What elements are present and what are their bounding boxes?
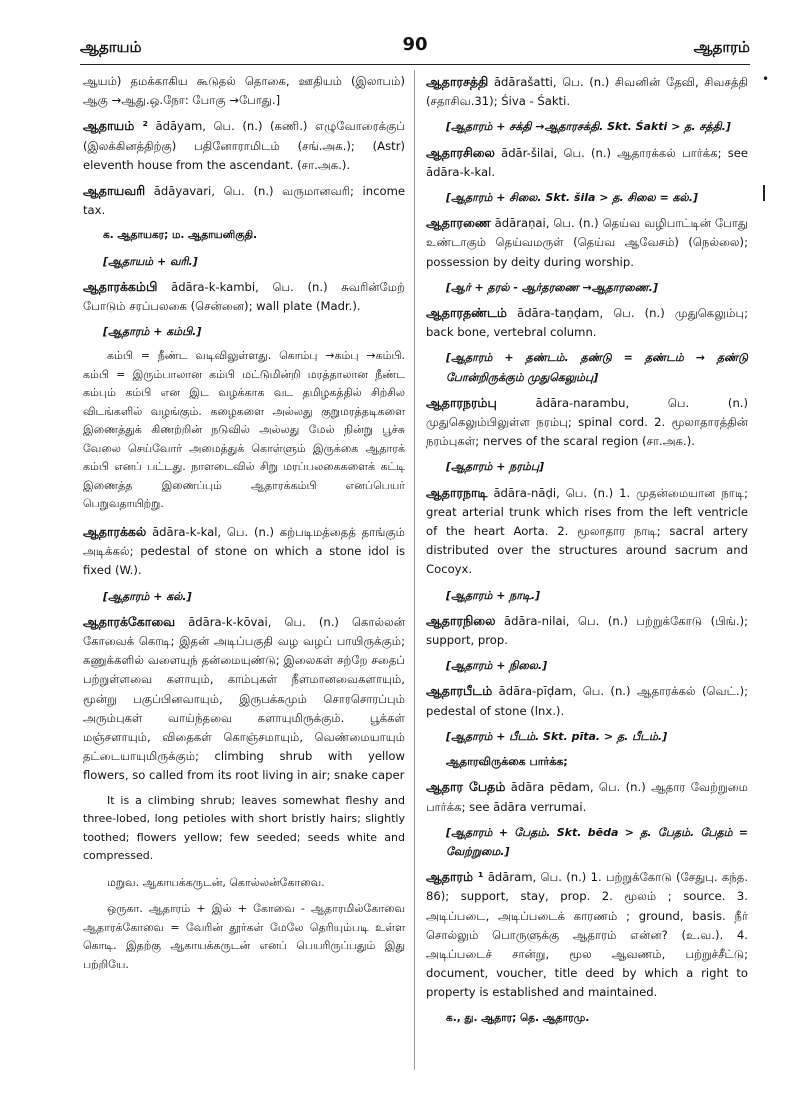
entry-aadarakkovai — [83, 612, 405, 786]
botanical-description: It is a climbing shrub; leaves somewhat fleshy and three-lobed, long petioles with short bristly hairs; slightly toothed; flowers yellow; few seeded; seeds white and compressed. — [83, 793, 405, 863]
page-header — [80, 30, 750, 60]
entry-aadaranadi — [426, 483, 748, 580]
headword: ஆதாரசத்தி — [426, 74, 489, 89]
entry-aadarakkal — [83, 522, 405, 581]
definition: ādāra-narambu, பெ. (n.) முதுகெலும்பிலுள்ள நரம்பு; spinal cord. 2. மூலாதாரத்தின் நரம்புகள்; nerves of the scaral region (சா.அக.). — [426, 395, 749, 449]
definition: ādāra-k-kal, பெ. (n.) கற்படிமத்தைத் தாங்கும் அடிக்கல்; pedestal of stone on which a stone idol is fixed (W.). — [83, 524, 405, 578]
entry-aadarasilai — [426, 143, 748, 182]
etymology: [ஆதாரம் + நிலை.] — [446, 659, 548, 673]
entry-aadarasatthi — [426, 72, 748, 111]
page-number: 90 — [402, 34, 428, 55]
definition: ādāra-k-kōvai, பெ. (n.) கொல்லன் கோவைக் கொடி; இதன் அடிப்பகுதி வழ வழப் பாயிருக்கும்; கணுக்களில் வளையுந் தன்மையுண்டு; இலைகள் சற்றே சதைப் பற்றுள்ளவை களாயும், காம்புகள் நீளமானவைகளாயும், மூன்று பகுப்பினவாயும், இருபக்கமும் சொரசொரப்பும் அரும்புகள் வாய்ந்தவை களாயுமிருக்கும். பூக்கள் மஞ்சளாயும், விதைகள் கொஞ்சமாயும், வெண்மையாயும் தட்டையாயுமிருக்கும்; climbing shrub with yellow flowers, so called from its root living in air; snake caper — [83, 614, 405, 783]
definition: ādāra pēdam, பெ. (n.) ஆதார வேற்றுமை பார்க்க; see ādāra verrumai. — [426, 780, 748, 814]
header-right-guideword: ஆதாரம் — [693, 38, 750, 56]
headword: ஆதாரணை — [426, 215, 491, 231]
usage-note: ஒருகா. ஆதாரம் + இல் + கோவை - ஆதாரமில்கோவை ஆதாரக்கோவை = வேரின் தூர்கள் மேலே தெரியும்படி உள்ள கொடி. இதற்கு ஆகாயக்கருடன் எனப் பெயரிருப்பதும் இது பற்றியே. — [83, 902, 405, 971]
etymology: [ஆதாரம் + சக்தி →ஆதாரசக்தி. Skt. Śakti > த. சத்தி.] — [446, 120, 731, 134]
entry-aadarakkambi — [83, 277, 405, 316]
entry-aadayavari — [83, 181, 405, 220]
headword: ஆதாரநாடி — [426, 484, 488, 500]
definition: ādāraṇai, பெ. (n.) தெய்வ வழிபாட்டின் போது உண்டாகும் தெய்வமருள் (தெய்வ ஆவேசம்) (நெல்லை); possession by deity during worship. — [426, 216, 748, 269]
etymology: [ஆதாரம் + பேதம். Skt. bēda > த. பேதம். பேதம் = வேற்றுமை.] — [446, 825, 748, 858]
headword: ஆதாரக்கம்பி — [83, 278, 158, 294]
definition: ādāra-nilai, பெ. (n.) பற்றுக்கோடு (பிங்.); support, prop. — [426, 613, 748, 648]
headword: ஆதாயம் ² — [83, 118, 148, 134]
column-divider — [414, 70, 415, 1070]
usage-note: கம்பி = நீண்ட வடிவிலுள்ளது. கொம்பு →கம்பு →கம்பி. கம்பி = இரும்பாலான கம்பி மட்டுமின்றி மரத்தாலான நீண்ட கம்பும் கம்பி என இட வழக்காக வட தமிழகத்தில் சிற்சில விடங்களில் வழங்கும். கழைகளை அல்லது குறுமரத்தடிகளை இணைத்துக் கிணற்றின் நடுவில் அல்லது மேல் நின்று பூச்சு வேலை செய்வோர் அமைத்துக் கொள்ளும் இருக்கை ஆதாரக் கம்பி எனப் பட்டது. நாளடைவில் சிறு மரப்பலகைகளைக் கட்டி இணைத்த இணைப்பும் ஆதாரக்கம்பி எனப்பெயர் பெறுவதாயிற்று. — [83, 349, 405, 511]
etymology: [ஆதாரம் + தண்டம். தண்டு = தண்டம் → தண்டு போன்றிருக்கும் முதுகெலும்பு] — [446, 351, 748, 384]
synonyms: மறுவ. ஆகாயக்கருடன், கொல்லன்கோவை. — [107, 875, 325, 889]
etymology: [ஆதாரம் + கல்.] — [103, 589, 192, 603]
header-rule — [80, 64, 750, 65]
definition: ādār-šilai, பெ. (n.) ஆதாரக்கல் பார்க்க; see ādāra-k-kal. — [426, 145, 748, 179]
etymology: [ஆதாரம் + நாடி.] — [446, 588, 541, 602]
definition: ādārašatti, பெ. (n.) சிவனின் தேவி, சிவசத்தி (சதாசிவ.31); Śiva - Śakti. — [426, 75, 748, 109]
headword: ஆதார பேதம் — [426, 779, 506, 795]
margin-mark — [763, 185, 765, 201]
definition: ādāra-pīḍam, பெ. (n.) ஆதாரக்கல் (வெட்.); pedestal of stone (lnx.). — [426, 684, 748, 718]
headword: ஆதாரதண்டம் — [426, 305, 507, 321]
headword: ஆதாரபீடம் — [426, 683, 493, 699]
etymology: [ஆதாரம் + நரம்பு] — [446, 460, 545, 474]
etymology: [ஆதாரம் + பீடம். Skt. pīta. > த. பீடம்.] — [446, 729, 668, 743]
left-column — [83, 72, 405, 982]
definition: ādāyam, பெ. (n.) (கணி.) எழுவோரைக்குப் (இலக்கினத்திற்கு) பதினோராமிடம் (சங்.அக.); (Astr) eleventh house from the ascendant. (சா.அக.). — [83, 119, 405, 172]
cognates: க., து. ஆதார; தெ. ஆதாரமு. — [446, 1011, 590, 1024]
etymology: [ஆதாயம் + வரி.] — [103, 254, 198, 268]
entry-aadarathandam — [426, 303, 748, 342]
headword: ஆதாரநரம்பு — [426, 394, 497, 410]
headword: ஆதாரநிலை — [426, 612, 496, 628]
headword: ஆதாரக்கோவை — [83, 613, 176, 629]
header-left-guideword: ஆதாயம் — [80, 38, 142, 56]
definition: ādāyavari, பெ. (n.) வருமானவரி; income tax. — [83, 184, 405, 218]
entry-aadarapeedam — [426, 681, 748, 720]
headword: ஆதாரக்கல் — [83, 523, 147, 539]
right-column — [426, 72, 748, 1034]
etymology: [ஆதாரம் + சிலை. Skt. šila > த. சிலை = கல்.] — [446, 191, 698, 205]
headword: ஆதாரம் ¹ — [426, 869, 484, 885]
definition: ādāra-nāḍi, பெ. (n.) 1. முதன்மையான நாடி; great arterial trunk which rises from the left ventricle of the heart Aorta. 2. மூலாதார நாடி; sacral artery distributed over the structures around sacrum and Cocoyx. — [426, 485, 748, 577]
definition: ādāra-k-kambi, பெ. (n.) சுவரின்மேற் போடும் சரப்பலகை (சென்னை); wall plate (Madr.). — [83, 279, 405, 314]
entry-aadarapedam — [426, 777, 748, 816]
margin-bullet: • — [762, 72, 770, 86]
entry-aadaranai — [426, 213, 748, 272]
headword: ஆதாயவரி — [83, 183, 146, 199]
entry-aadaranarambu — [426, 393, 748, 452]
etymology: [ஆர் + தரல் - ஆர்தரணை →ஆதாரணை.] — [446, 280, 658, 294]
definition: ādāra-taṇḍam, பெ. (n.) முதுகெலும்பு; back bone, vertebral column. — [426, 306, 748, 340]
headword: ஆதாரசிலை — [426, 144, 495, 160]
entry-aadaram-1 — [426, 867, 748, 1002]
entry-aadaranilai — [426, 611, 748, 650]
cognates: க. ஆதாயகர; ம. ஆதாயனிகுதி. — [103, 229, 258, 242]
definition: ādāram, பெ. (n.) 1. பற்றுக்கோடு (சேதுபு. கந்த. 86); support, stay, prop. 2. மூலம் ; source. 3. அடிப்படை, அடிப்படைக் காரணம் ; ground, basis. நீர் சொல்லும் பொருளுக்கு ஆதாரம் என்ன? (உ.வ.). 4. அடிப்படைச் சான்று, மூல ஆவணம், பற்றுச்சீட்டு; document, voucher, title deed by which a right to property is established and maintained. — [426, 870, 748, 1000]
cross-reference: ஆதாரவிருக்கை பார்க்க; — [446, 755, 568, 769]
etymology: [ஆதாரம் + கம்பி.] — [103, 325, 202, 339]
continued-entry: ஆயம்) தமக்காகிய கூடுதல் தொகை, ஊதியம் (இலாபம்) ஆகு →ஆது.ஒ.நோ: போகு →போது.] — [83, 74, 405, 108]
entry-aadayam-2 — [83, 116, 405, 175]
